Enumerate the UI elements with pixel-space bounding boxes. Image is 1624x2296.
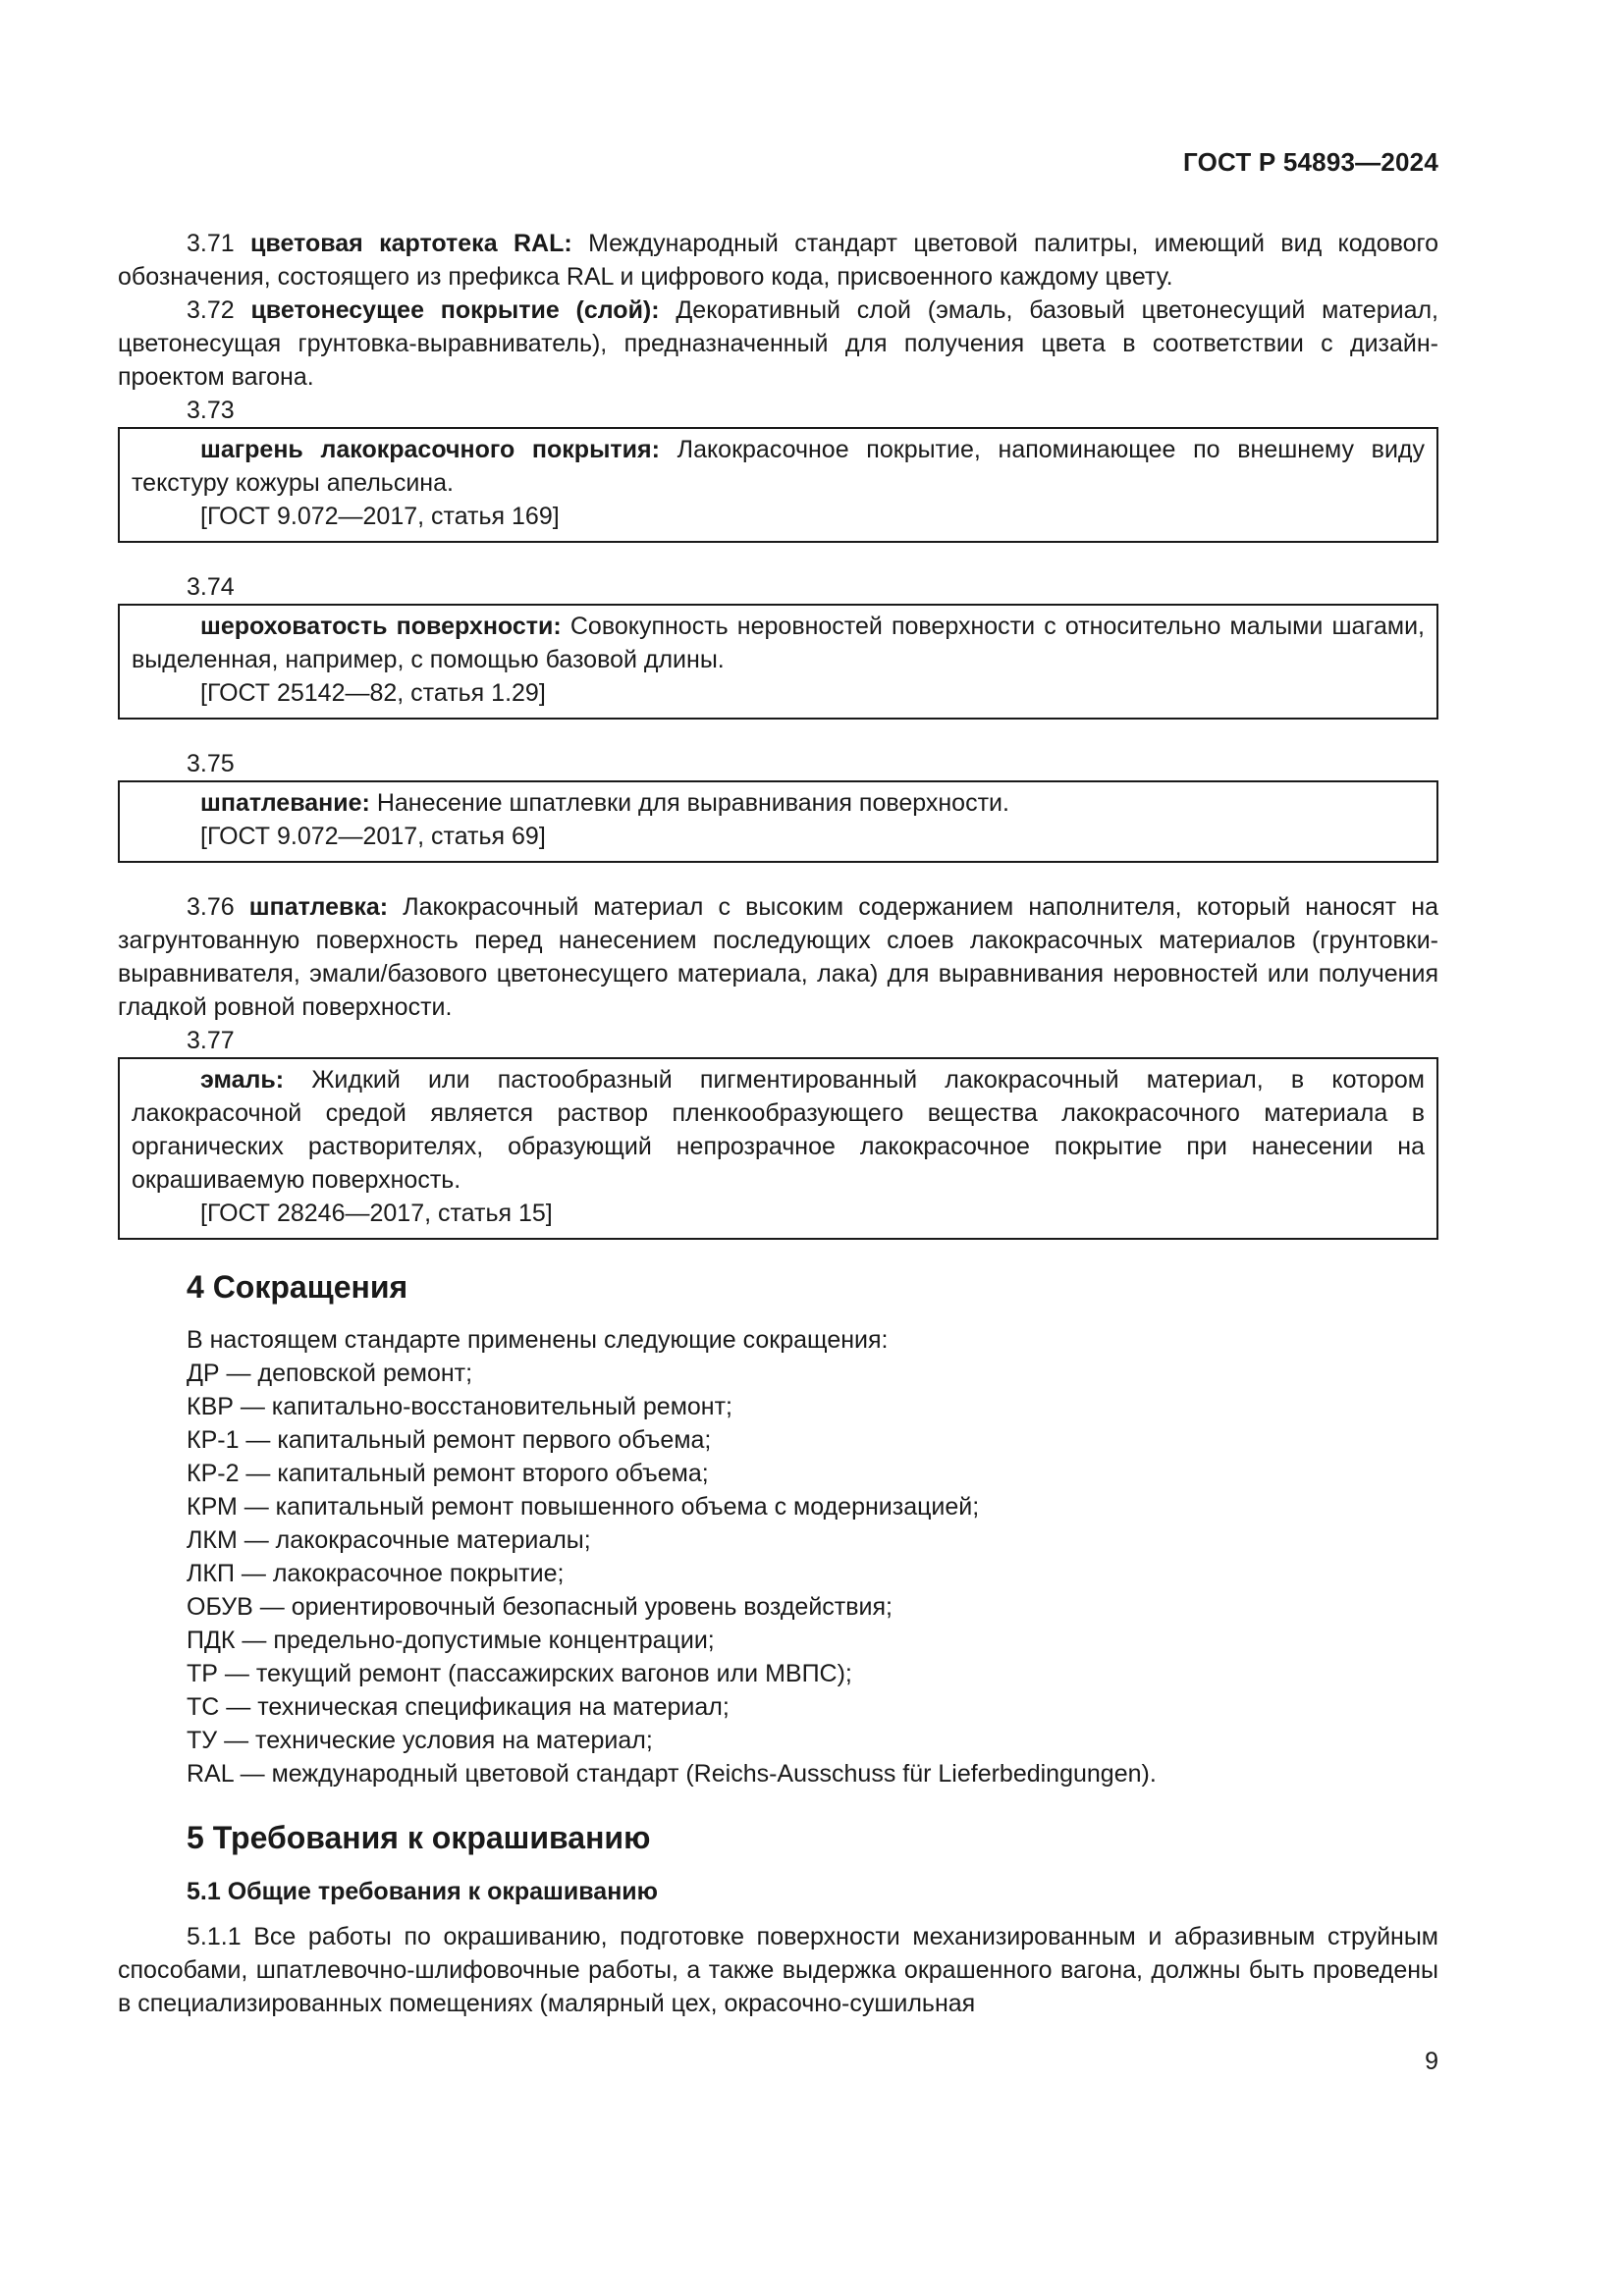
term-definition: Совокупность неровностей поверхности с относительно малыми шагами, выделенная, например, с помощью базовой длины. — [132, 613, 1426, 673]
abbreviation-item: КР-2 — капитальный ремонт второго объема; — [187, 1460, 709, 1487]
term-name: цветовая картотека RAL: — [250, 230, 572, 257]
term-number-3-77: 3.77 — [187, 1027, 235, 1054]
term-name: шпатлевка: — [248, 893, 389, 921]
term-number-3-73: 3.73 — [187, 397, 235, 424]
abbreviation-item: ОБУВ — ориентировочный безопасный уровень воздействия; — [187, 1593, 893, 1621]
term-3-73 — [132, 433, 1425, 500]
term-name: шпатлевание: — [200, 789, 370, 817]
term-reference: [ГОСТ 25142—82, статья 1.29] — [200, 679, 546, 707]
term-3-71 — [118, 227, 1438, 294]
term-number-3-74: 3.74 — [187, 573, 235, 601]
page-number: 9 — [1425, 2048, 1438, 2075]
term-name: цветонесущее покрытие (слой): — [250, 296, 660, 324]
term-3-76 — [118, 890, 1438, 1024]
term-number: 3.76 — [187, 893, 235, 921]
term-box-3-74 — [118, 604, 1438, 720]
abbreviation-item: ЛКП — лакокрасочное покрытие; — [187, 1560, 565, 1587]
abbreviation-item: ТУ — технические условия на материал; — [187, 1727, 653, 1754]
term-definition: Лакокрасочное покрытие, напоминающее по внешнему виду текстуру кожуры апельсина. — [132, 436, 1425, 497]
document-body — [118, 227, 1438, 2020]
term-3-75 — [132, 786, 1425, 820]
section-4-heading: 4 Сокращения — [187, 1269, 408, 1305]
abbreviation-item: ЛКМ — лакокрасочные материалы; — [187, 1526, 591, 1554]
abbreviation-item: КРМ — капитальный ремонт повышенного объема с модернизацией; — [187, 1493, 980, 1521]
abbreviation-intro: В настоящем стандарте применены следующие сокращения: — [187, 1326, 889, 1354]
term-reference: [ГОСТ 9.072—2017, статья 69] — [200, 823, 546, 850]
paragraph-5-1-1: 5.1.1 Все работы по окрашиванию, подготовке поверхности механизированным и абразивным струйным способами, шпатлевочно-шлифовочные работы, а также выдержка окрашенного вагона, должны быть проведены в специализированных помещениях (малярный цех, окрасочно-сушильная — [118, 1923, 1438, 2017]
term-definition: Декоративный слой (эмаль, базовый цветонесущий материал, цветонесущая грунтовка-выравниватель), предназначенный для получения цвета в соответствии с дизайн-проектом вагона. — [118, 296, 1438, 391]
term-number: 3.72 — [187, 296, 235, 324]
term-number: 3.71 — [187, 230, 235, 257]
term-3-72 — [118, 294, 1438, 394]
term-box-3-77 — [118, 1057, 1438, 1240]
abbreviation-item: КР-1 — капитальный ремонт первого объема; — [187, 1426, 712, 1454]
section-5-heading: 5 Требования к окрашиванию — [187, 1820, 651, 1855]
term-definition: Жидкий или пастообразный пигментированный лакокрасочный материал, в котором лакокрасочной средой является раствор пленкообразующего вещества лакокрасочного материала в органических растворителях, образующий непрозрачное лакокрасочное покрытие при нанесении на окрашиваемую поверхность. — [132, 1066, 1425, 1194]
abbreviation-item: RAL — международный цветовой стандарт (Reichs-Ausschuss für Lieferbedingungen). — [187, 1760, 1157, 1788]
term-name: шероховатость поверхности: — [200, 613, 562, 640]
term-definition: Нанесение шпатлевки для выравнивания поверхности. — [376, 789, 1009, 817]
term-definition: Международный стандарт цветовой палитры, имеющий вид кодового обозначения, состоящего из префикса RAL и цифрового кода, присвоенного каждому цвету. — [118, 230, 1438, 291]
abbreviation-item: КВР — капитально-восстановительный ремонт; — [187, 1393, 732, 1420]
term-definition: Лакокрасочный материал с высоким содержанием наполнителя, который наносят на загрунтованную поверхность перед нанесением последующих слоев лакокрасочных материалов (грунтовки-выравнивателя, эмали/базового цветонесущего материала, лака) для выравнивания неровностей или получения гладкой ровной поверхности. — [118, 893, 1438, 1021]
term-reference: [ГОСТ 28246—2017, статья 15] — [200, 1200, 553, 1227]
document-code-header: ГОСТ Р 54893—2024 — [1183, 147, 1438, 177]
term-box-3-75 — [118, 780, 1438, 863]
subsection-5-1-heading: 5.1 Общие требования к окрашиванию — [187, 1878, 659, 1905]
term-box-3-73 — [118, 427, 1438, 543]
term-3-77 — [132, 1063, 1425, 1197]
abbreviation-item: ПДК — предельно-допустимые концентрации; — [187, 1627, 715, 1654]
term-3-74 — [132, 610, 1425, 676]
abbreviation-item: ТС — техническая спецификация на материал; — [187, 1693, 730, 1721]
term-name: шагрень лакокрасочного покрытия: — [200, 436, 660, 463]
abbreviation-item: ТР — текущий ремонт (пассажирских вагонов или МВПС); — [187, 1660, 852, 1687]
term-number-3-75: 3.75 — [187, 750, 235, 777]
term-reference: [ГОСТ 9.072—2017, статья 169] — [200, 503, 560, 530]
term-name: эмаль: — [200, 1066, 285, 1094]
abbreviation-list — [118, 1323, 1438, 1790]
abbreviation-item: ДР — деповской ремонт; — [187, 1360, 473, 1387]
